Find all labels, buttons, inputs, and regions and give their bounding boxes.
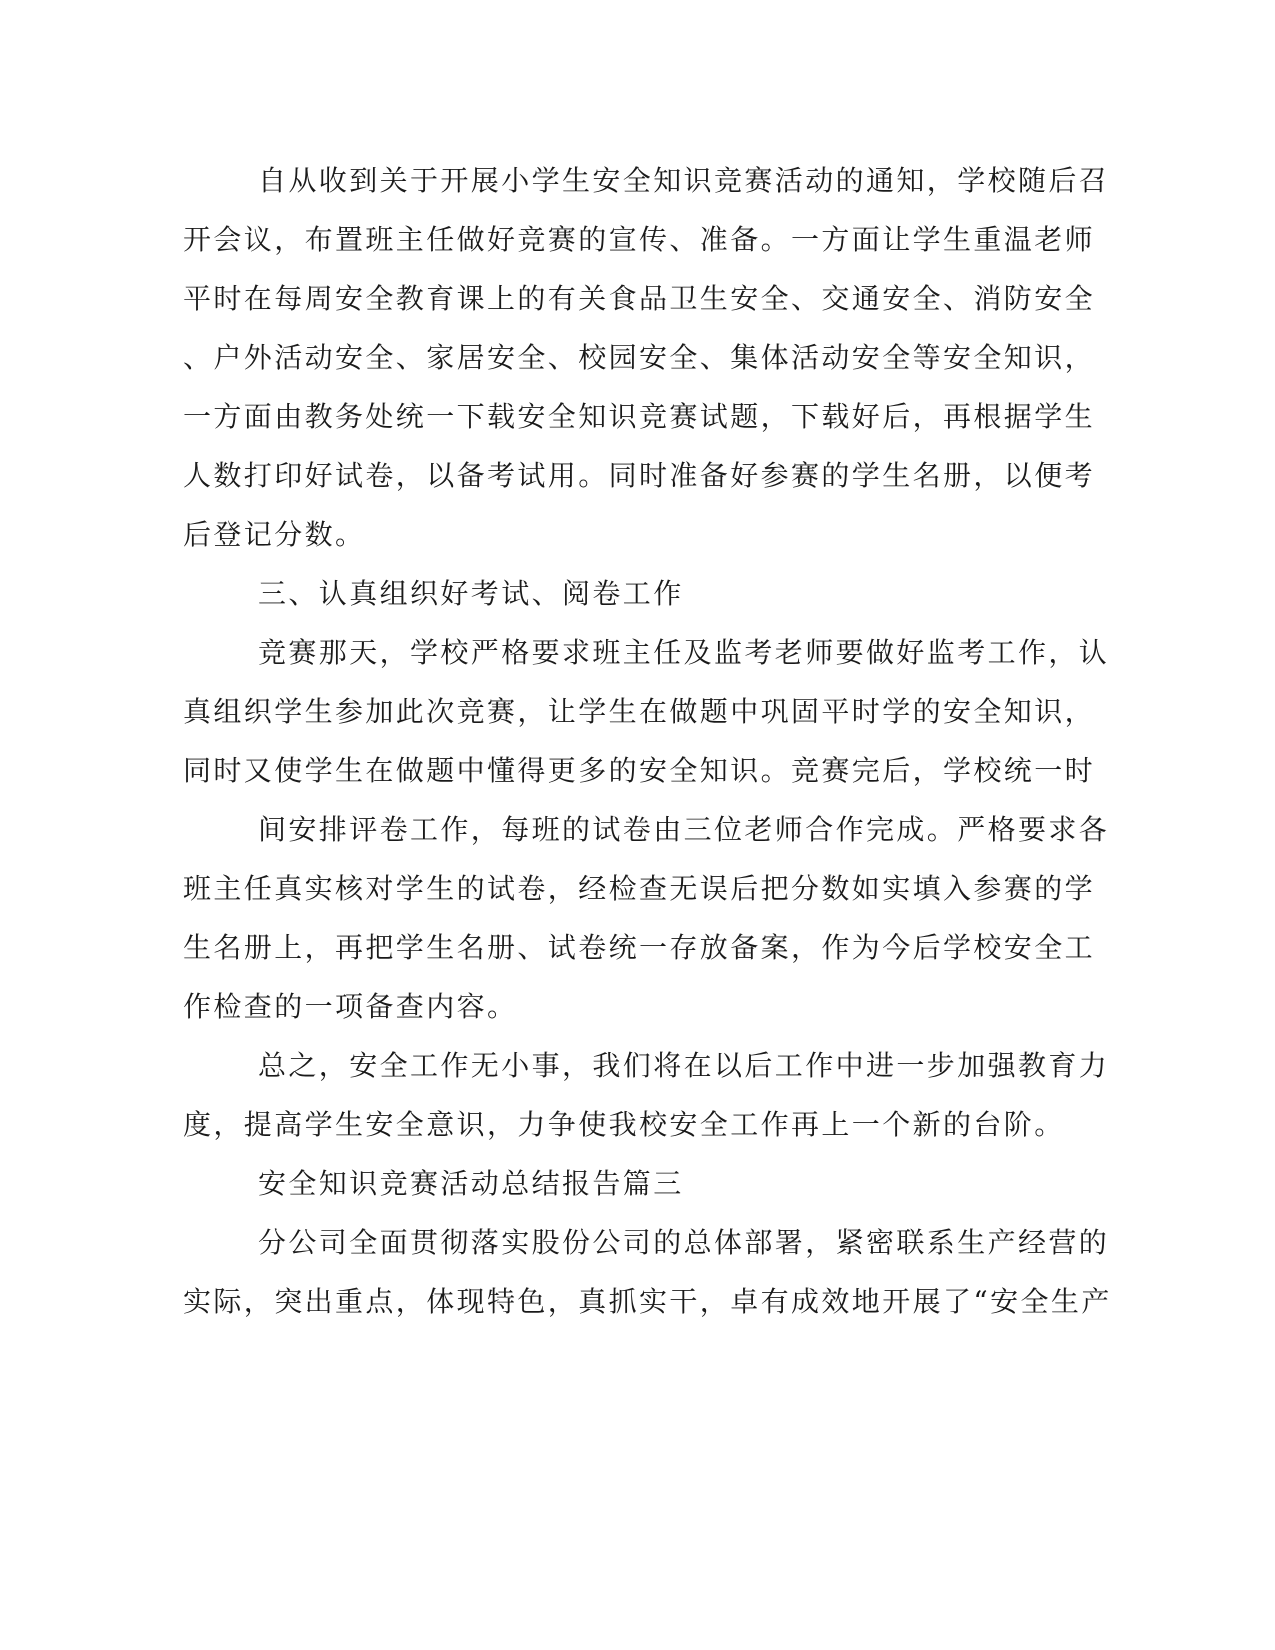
paragraph-line: 同时又使学生在做题中懂得更多的安全知识。竞赛完后，学校统一时 <box>183 754 1096 787</box>
paragraph-line: 后登记分数。 <box>183 518 366 551</box>
paragraph-line: 自从收到关于开展小学生安全知识竞赛活动的通知，学校随后召 <box>258 164 1110 197</box>
paragraph-line: 间安排评卷工作，每班的试卷由三位老师合作完成。严格要求各 <box>258 813 1110 846</box>
paragraph-line: 班主任真实核对学生的试卷，经检查无误后把分数如实填入参赛的学 <box>183 872 1096 905</box>
section-heading: 安全知识竞赛活动总结报告篇三 <box>258 1167 684 1200</box>
paragraph-line: 一方面由教务处统一下载安全知识竞赛试题，下载好后，再根据学生 <box>183 400 1096 433</box>
paragraph-line: 人数打印好试卷，以备考试用。同时准备好参赛的学生名册，以便考 <box>183 459 1096 492</box>
section-heading: 三、认真组织好考试、阅卷工作 <box>258 577 684 610</box>
paragraph-line: 分公司全面贯彻落实股份公司的总体部署，紧密联系生产经营的 <box>258 1226 1110 1259</box>
paragraph-line: 竞赛那天，学校严格要求班主任及监考老师要做好监考工作，认 <box>258 636 1110 669</box>
paragraph-line: 生名册上，再把学生名册、试卷统一存放备案，作为今后学校安全工 <box>183 931 1096 964</box>
paragraph-line: 总之，安全工作无小事，我们将在以后工作中进一步加强教育力 <box>258 1049 1110 1082</box>
paragraph-line: 实际，突出重点，体现特色，真抓实干，卓有成效地开展了“安全生产 <box>183 1285 1112 1318</box>
paragraph-line: 度，提高学生安全意识，力争使我校安全工作再上一个新的台阶。 <box>183 1108 1065 1141</box>
paragraph-line: 开会议，布置班主任做好竞赛的宣传、准备。一方面让学生重温老师 <box>183 223 1096 256</box>
paragraph-line: 、户外活动安全、家居安全、校园安全、集体活动安全等安全知识， <box>183 341 1096 374</box>
paragraph-line: 作检查的一项备查内容。 <box>183 990 518 1023</box>
paragraph-line: 真组织学生参加此次竞赛，让学生在做题中巩固平时学的安全知识， <box>183 695 1096 728</box>
paragraph-line: 平时在每周安全教育课上的有关食品卫生安全、交通安全、消防安全 <box>183 282 1096 315</box>
